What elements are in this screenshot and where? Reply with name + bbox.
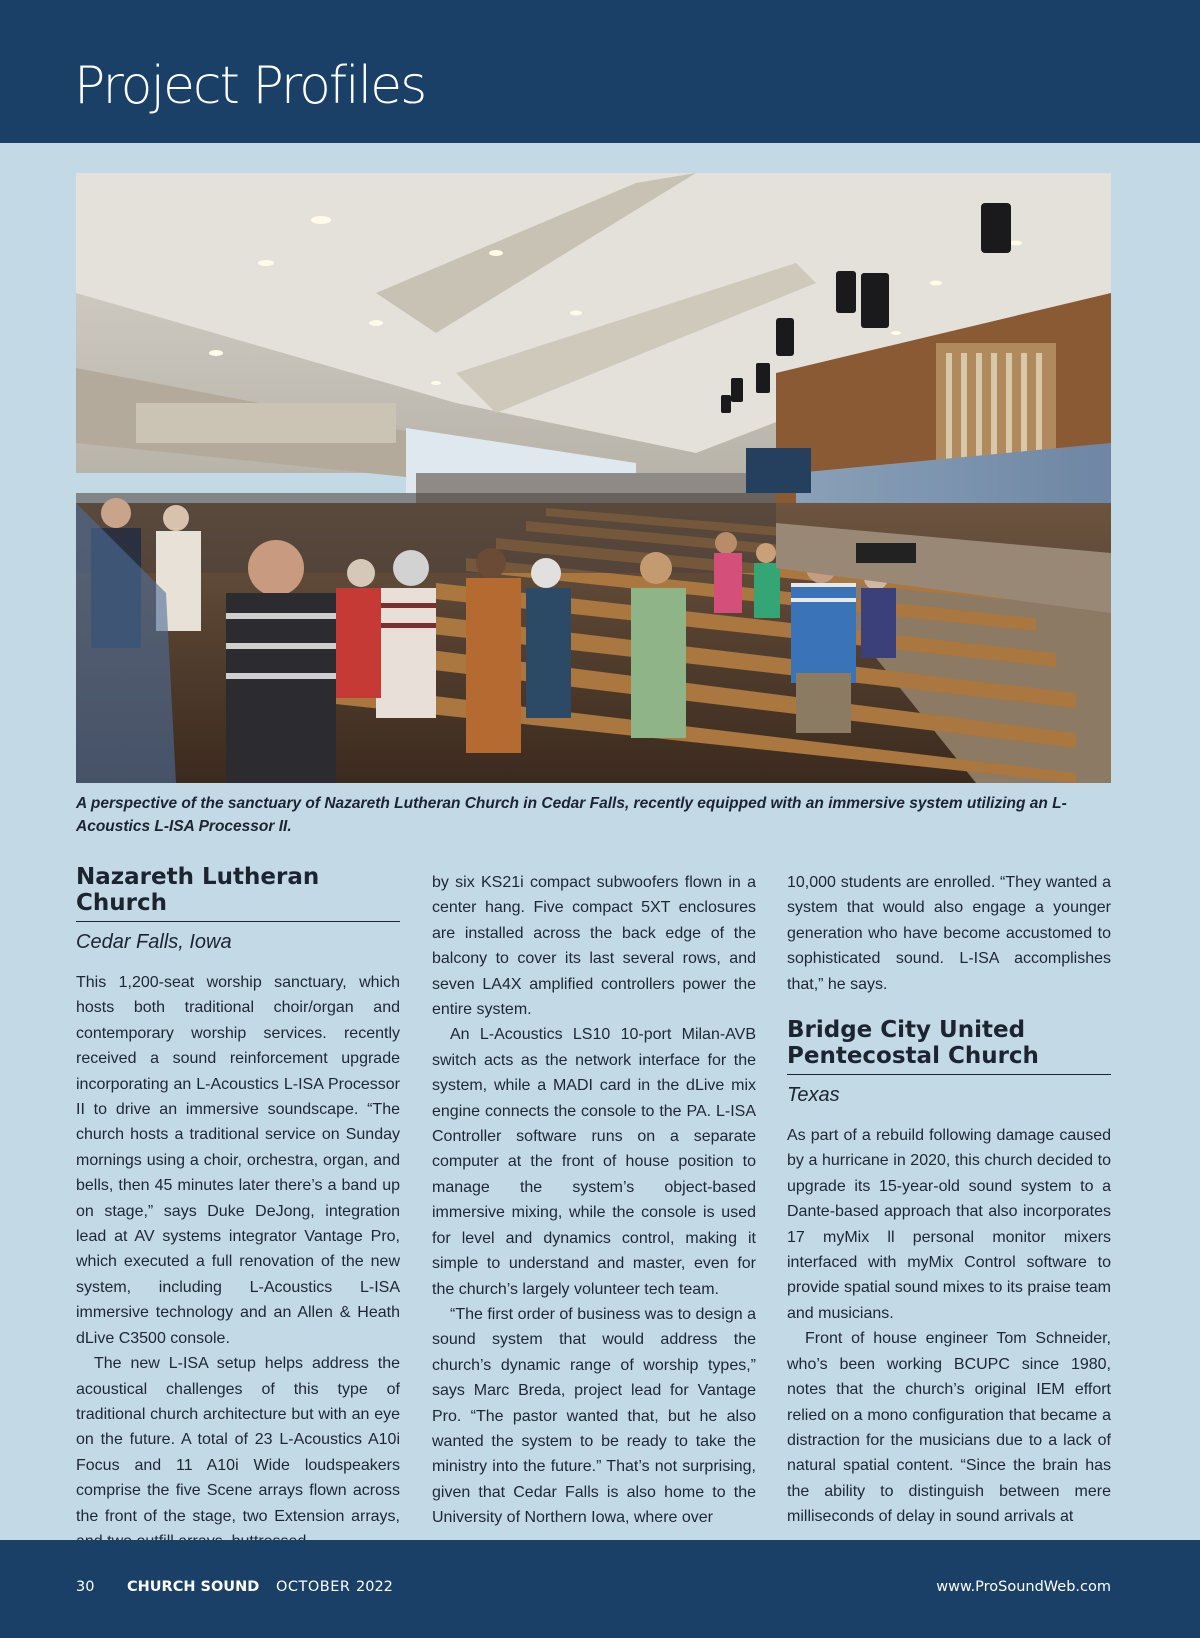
church-name-1: Nazareth Lutheran Church xyxy=(76,864,400,922)
paragraph: This 1,200-seat worship sanctuary, which hosts both traditional choir/organ and contemporary worship services. recently received a sound reinforcement upgrade incorporating an L-Acoustics L-ISA Processor II to drive an immersive soundscape. “The church hosts a traditional service on Sunday mornings using a choir, orchestra, organ, and bells, then 45 minutes later there’s a band up on stage,” says Duke DeJong, integration lead at AV systems integrator Vantage Pro, which executed a full renovation of the new system, including L-Acoustics L-ISA immersive technology and an Allen & Heath dLive C3500 console. xyxy=(76,974,400,1347)
church-name-2: Bridge City United Pentecostal Church xyxy=(787,1017,1111,1075)
church-location-1: Cedar Falls, Iowa xyxy=(76,931,232,953)
paragraph: The new L-ISA setup helps address the acoustical challenges of this type of traditional church architecture but with an eye on the future. A total of 23 L-Acoustics A10i Focus and 11 A10i Wide loudspeakers comprise the five Scene arrays flown across the front of the stage, two Extension arrays, xyxy=(76,1355,400,1525)
page-number: 30 xyxy=(76,1579,95,1595)
column-3 xyxy=(787,870,1111,1530)
paragraph: “The first order of business was to design a sound system that would address the church’s dynamic range of worship types,” says Marc Breda, project lead for Vantage Pro. “The pastor wanted that, but he also wanted the system to be ready to take the ministry into the future.” That’s not surprising, given that Cedar Falls is also home to the University of Northern Iowa, where over xyxy=(432,1305,756,1527)
church-location-2: Texas xyxy=(787,1084,840,1107)
paragraph: As part of a rebuild following damage caused by a hurricane in 2020, this church decided to upgrade its 15-year-old sound system to a Dante-based approach that also incorporates 17 myMix ll personal monitor mixers interfaced with myMix Control software to provide spatial sound mixes to its praise team and musicians. xyxy=(787,1127,1111,1322)
paragraph: 10,000 students are enrolled. “They wanted a system that would also engage a younger generation who have become accustomed to sophisticated sound. L-ISA accomplishes that,” he says. xyxy=(787,874,1111,993)
section-title: Project Profiles xyxy=(74,56,426,116)
photo-caption: A perspective of the sanctuary of Nazareth Lutheran Church in Cedar Falls, recently equipped with an immersive system utilizing an L-Acoustics L-ISA Processor II. xyxy=(76,795,1067,835)
website-url[interactable]: www.ProSoundWeb.com xyxy=(936,1579,1111,1595)
church-sanctuary-photo xyxy=(76,173,1111,783)
paragraph: Front of house engineer Tom Schneider, who’s been working BCUPC since 1980, notes that the church’s original IEM effort relied on a mono configuration that became a distraction for the musicians due to a lack of natural spatial content. “Since the brain has the ability to distinguish between mere milliseconds of delay in sound arrivals at xyxy=(787,1330,1111,1526)
issue-year: 2022 xyxy=(356,1579,393,1595)
column-2 xyxy=(432,870,756,1531)
column-1 xyxy=(76,864,400,1554)
paragraph: by six KS21i compact subwoofers flown in a center hang. Five compact 5XT enclosures are installed across the back edge of the balcony to cover its last several rows, and seven LA4X amplified controllers power the entire system. xyxy=(432,874,756,1019)
magazine-title: CHURCH SOUND xyxy=(127,1579,260,1595)
paragraph: An L-Acoustics LS10 10-port Milan-AVB switch acts as the network interface for the system, while a MADI card in the dLive mix engine connects the console to the PA. L-ISA Controller software runs on a separate computer at the front of house position to manage the system’s object-based immersive mixing, while the console is used for level and dynamics control, making it simple to understand and master, even for the church’s largely volunteer tech team. xyxy=(432,1026,756,1298)
issue-month: OCTOBER xyxy=(276,1579,351,1595)
